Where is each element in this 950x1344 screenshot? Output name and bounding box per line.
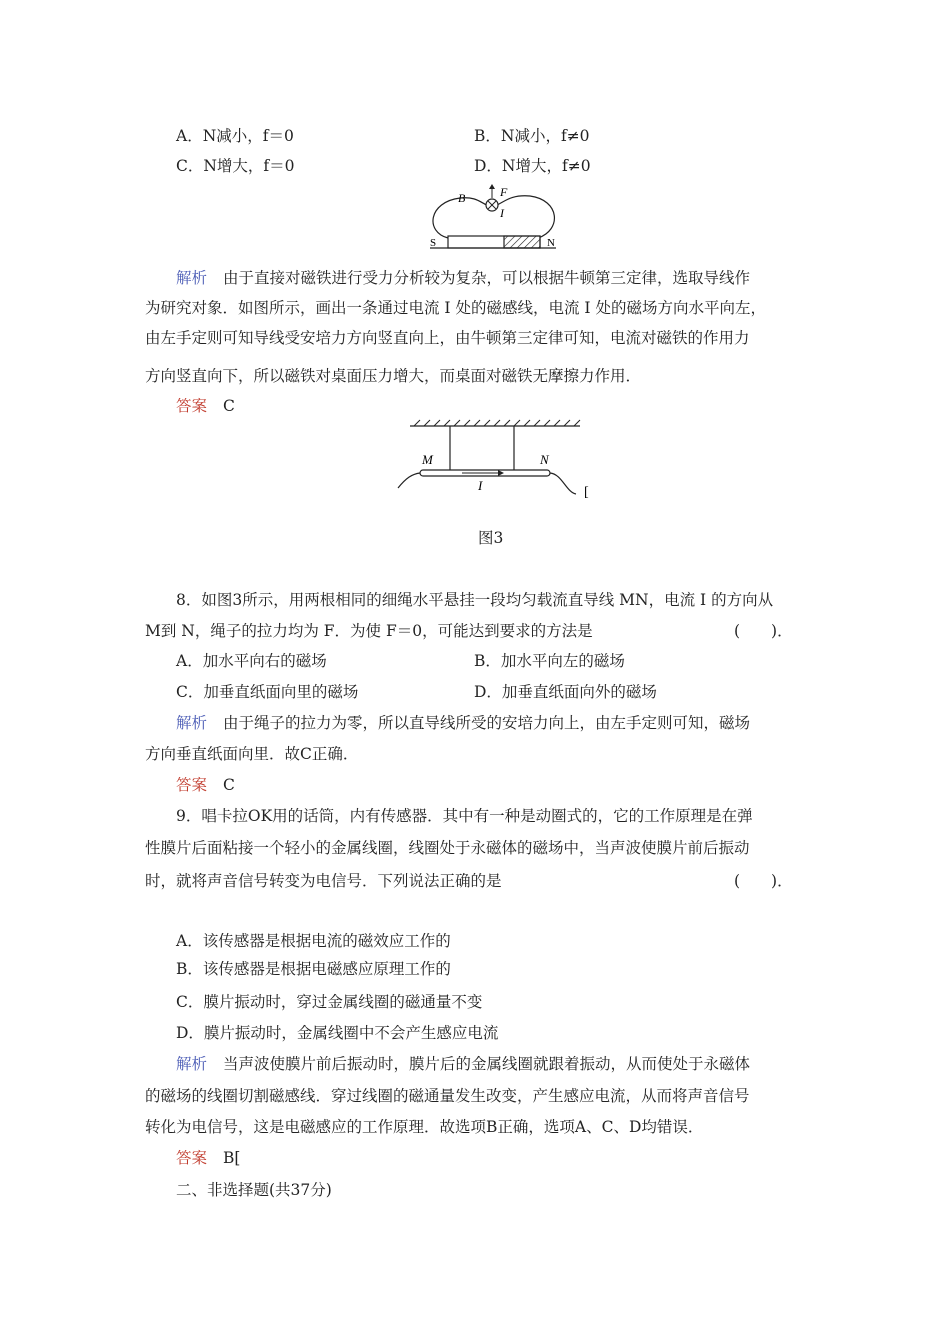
label-f: F — [500, 185, 508, 199]
option-d: D．膜片振动时，金属线圈中不会产生感应电流 — [176, 1024, 499, 1042]
explanation-line-3: 由左手定则可知导线受安培力方向竖直向上，由牛顿第三定律可知，电流对磁铁的作用力 — [145, 329, 750, 347]
explanation-label: 解析 — [176, 269, 208, 287]
explanation-label: 解析 — [176, 1055, 208, 1073]
explanation-line-4: 方向竖直向下，所以磁铁对桌面压力增大，而桌面对磁铁无摩擦力作用． — [145, 367, 642, 385]
option-a: A．加水平向右的磁场 — [176, 652, 327, 670]
question-9-line-1: 9．唱卡拉OK用的话筒，内有传感器．其中有一种是动圈式的，它的工作原理是在弹 — [176, 807, 753, 825]
answer-label: 答案 — [176, 776, 208, 794]
answer-label: 答案 — [176, 1149, 208, 1167]
label-n: N — [540, 452, 549, 467]
answer-paren: ( )． — [734, 872, 793, 890]
explanation-line-2: 方向垂直纸面向里．故C正确． — [145, 745, 359, 763]
question-8-line-1: 8．如图3所示，用两根相同的细绳水平悬挂一段均匀载流直导线 MN，电流 I 的方向从 — [176, 591, 774, 609]
explanation-label: 解析 — [176, 714, 208, 732]
option-c: C．N增大，f＝0 — [176, 157, 295, 175]
option-a: A．N减小，f＝0 — [176, 127, 294, 145]
figure-3 — [390, 418, 600, 504]
answer-label: 答案 — [176, 397, 208, 415]
answer-line: 答案 C — [176, 397, 235, 415]
explanation-line-1: 解析 由于绳子的拉力为零，所以直导线所受的安培力向上，由左手定则可知，磁场 — [176, 714, 751, 732]
figure-caption: 图3 — [478, 529, 504, 547]
explanation-line-1: 解析 由于直接对磁铁进行受力分析较为复杂，可以根据牛顿第三定律，选取导线作 — [176, 269, 751, 287]
option-c: C．加垂直纸面向里的磁场 — [176, 683, 359, 701]
explanation-line-2: 的磁场的线圈切割磁感线．穿过线圈的磁通量发生改变，产生感应电流，从而将声音信号 — [145, 1087, 750, 1105]
label-i: I — [500, 206, 504, 220]
label-m: M — [422, 452, 433, 467]
option-b: B．该传感器是根据电磁感应原理工作的 — [176, 960, 451, 978]
option-a: A．该传感器是根据电流的磁效应工作的 — [176, 932, 451, 950]
magnet-figure — [420, 182, 570, 252]
bracket: [ — [584, 485, 589, 500]
option-b: B．N减小，f≠0 — [474, 127, 590, 145]
option-c: C．膜片振动时，穿过金属线圈的磁通量不变 — [176, 993, 483, 1011]
question-8-line-2: M到 N，绳子的拉力均为 F．为使 F＝0，可能达到要求的方法是 — [145, 622, 593, 640]
option-d: D．加垂直纸面向外的磁场 — [474, 683, 657, 701]
question-9-line-3: 时，就将声音信号转变为电信号．下列说法正确的是 — [145, 872, 502, 890]
answer-line: 答案 B[ — [176, 1149, 241, 1167]
answer-paren: ( )． — [734, 622, 793, 640]
explanation-line-2: 为研究对象．如图所示，画出一条通过电流 I 处的磁感线，电流 I 处的磁场方向水平向左， — [145, 299, 766, 317]
section-heading: 二、非选择题(共37分) — [176, 1181, 332, 1199]
label-n: N — [547, 237, 555, 249]
label-s: S — [430, 237, 437, 249]
explanation-line-1: 解析 当声波使膜片前后振动时，膜片后的金属线圈就跟着振动，从而使处于永磁体 — [176, 1055, 751, 1073]
question-9-line-2: 性膜片后面粘接一个轻小的金属线圈，线圈处于永磁体的磁场中，当声波使膜片前后振动 — [145, 839, 750, 857]
label-b: B — [458, 191, 466, 205]
option-b: B．加水平向左的磁场 — [474, 652, 625, 670]
label-i: I — [478, 478, 483, 493]
option-d: D．N增大，f≠0 — [474, 157, 591, 175]
answer-line: 答案 C — [176, 776, 235, 794]
explanation-line-3: 转化为电信号，这是电磁感应的工作原理．故选项B正确，选项A、C、D均错误． — [145, 1118, 704, 1136]
